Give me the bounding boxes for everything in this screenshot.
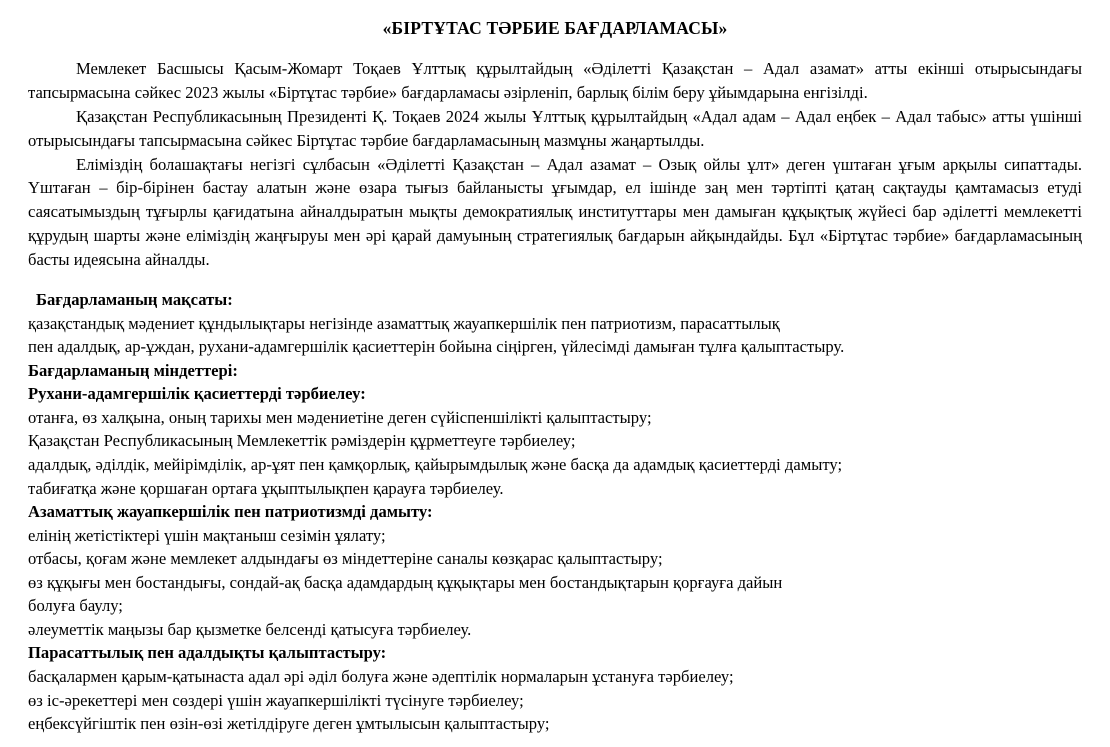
section-line: адалдық, әділдік, мейірімділік, ар-ұят пен қамқорлық, қайырымдылық және басқа да адамдық қасиеттерді дамыту; bbox=[28, 454, 843, 474]
section-heading: Бағдарламаның міндеттері: bbox=[28, 360, 238, 380]
section-line: басқалармен қарым-қатынаста адал әрі әділ болуға және әдептілік нормаларын ұстануға тәрбиелеу; bbox=[28, 667, 734, 687]
section-line: елінің жетістіктері үшін мақтаныш сезімін ұялату; bbox=[28, 525, 386, 545]
paragraph-2: Қазақстан Республикасының Президенті Қ. Тоқаев 2024 жылы Ұлттық құрылтайдың «Адал адам – Адал еңбек – Адал табыс» атты үшінші отырысындағы тапсырмасына сәйкес Біртұтас тәрбие бағдарламасының мазмұны жаңартылды. bbox=[28, 106, 1082, 150]
section-integrity-honesty bbox=[28, 641, 1082, 735]
section-line: отбасы, қоғам және мемлекет алдындағы өз міндеттеріне саналы көзқарас қалыптастыру; bbox=[28, 549, 663, 569]
section-line: өз құқығы мен бостандығы, сондай-ақ басқа адамдардың құқықтары мен бостандықтарын қорғауға дайын bbox=[28, 572, 783, 592]
section-line: отанға, өз халқына, оның тарихы мен мәдениетіне деген сүйіспеншілікті қалыптастыру; bbox=[28, 407, 652, 427]
page-title: «БІРТҰТАС ТӘРБИЕ БАҒДАРЛАМАСЫ» bbox=[382, 18, 728, 38]
section-line: пен адалдық, ар-ұждан, рухани-адамгершілік қасиеттерін бойына сіңірген, үйлесімді дамыған тұлға қалыптастыру. bbox=[28, 337, 845, 357]
section-spiritual-moral bbox=[28, 382, 1082, 500]
section-line: әлеуметтік маңызы бар қызметке белсенді қатысуға тәрбиелеу. bbox=[28, 619, 472, 639]
section-heading: Бағдарламаның мақсаты: bbox=[36, 290, 233, 310]
section-heading: Рухани-адамгершілік қасиеттерді тәрбиелеу: bbox=[28, 384, 366, 404]
section-heading: Парасаттылық пен адалдықты қалыптастыру: bbox=[28, 643, 387, 663]
section-program-goal bbox=[28, 288, 1082, 359]
section-line: қазақстандық мәдениет құндылықтары негізінде азаматтық жауапкершілік пен патриотизм, парасаттылық bbox=[28, 313, 780, 333]
section-program-tasks bbox=[28, 359, 1082, 383]
section-line: болуға баулу; bbox=[28, 596, 123, 616]
section-heading: Азаматтық жауапкершілік пен патриотизмді дамыту: bbox=[28, 502, 433, 522]
section-line: Қазақстан Республикасының Мемлекеттік рәміздерін құрметтеуге тәрбиелеу; bbox=[28, 431, 576, 451]
section-line: еңбексүйгіштік пен өзін-өзі жетілдіруге деген ұмтылысын қалыптастыру; bbox=[28, 714, 550, 734]
section-line: табиғатқа және қоршаған ортаға ұқыптылықпен қарауға тәрбиелеу. bbox=[28, 478, 504, 498]
paragraph-1: Мемлекет Басшысы Қасым-Жомарт Тоқаев Ұлттық құрылтайдың «Әділетті Қазақстан – Адал азамат» атты екінші отырысындағы тапсырмасына сәйкес 2023 жылы «Біртұтас тәрбие» бағдарламасы әзірленіп, барлық білім беру ұйымдарына енгізілді. bbox=[28, 59, 1082, 102]
section-civic-responsibility bbox=[28, 500, 1082, 641]
paragraph-3: Еліміздің болашақтағы негізгі сұлбасын «Әділетті Қазақстан – Адал азамат – Озық ойлы ұлт» деген үштаған ұғым арқылы сипаттады. Үштаған – бір-бірінен бастау алатын және өзара тығыз байланысты ұғымдар, ел ішінде заң мен тәртіпті қатаң сақтауды қамтамасыз етуді саясатымыздың тұғырлы қағидатына айналдыратын мықты демократиялық институттары мен дамыған құқықтық жүйесі бар әділетті мемлекетті құрудың шарты және еліміздің жаңғыруы мен әрі қарай дамуының стратегиялық бағдарын айқындайды. Бұл «Біртұтас тәрбие» бағдарламасының басты идеясына айналды. bbox=[28, 154, 1082, 270]
section-line: өз іс-әрекеттері мен сөздері үшін жауапкершілікті түсінуге тәрбиелеу; bbox=[28, 690, 524, 710]
